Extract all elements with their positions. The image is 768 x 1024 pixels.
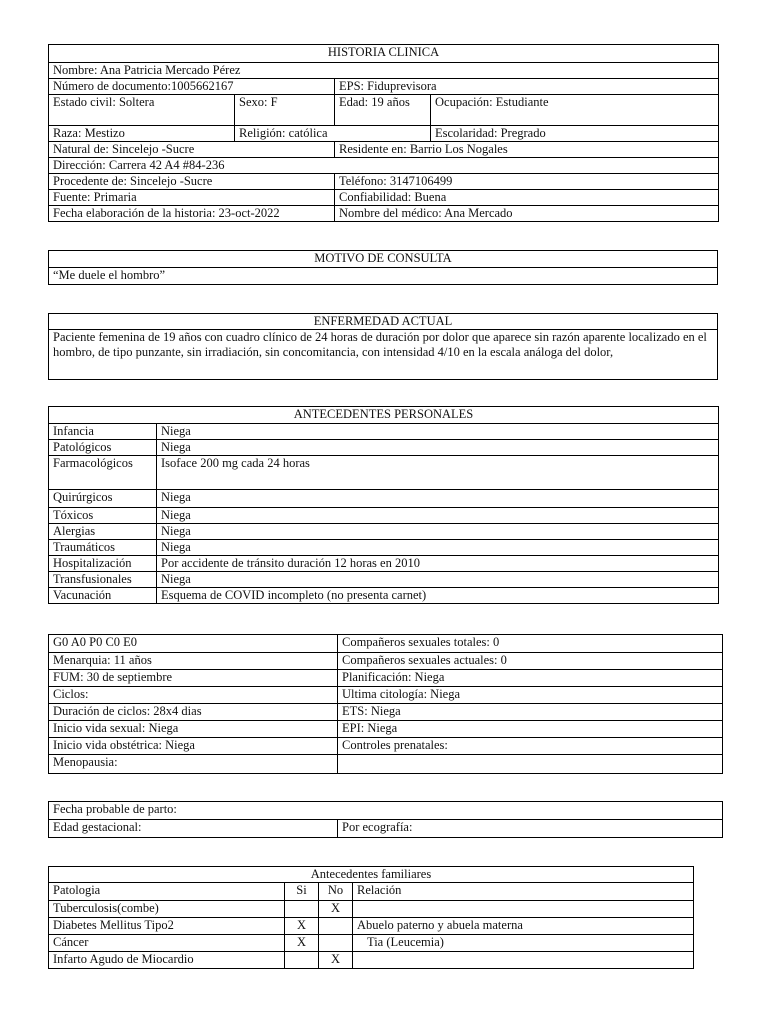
escolaridad-cell: Escolaridad: Pregrado — [431, 126, 719, 142]
ap-value: Niega — [157, 572, 719, 588]
confiabilidad-cell: Confiabilidad: Buena — [335, 190, 719, 206]
gineco-right: ETS: Niega — [338, 704, 723, 721]
gineco-left: Ciclos: — [49, 687, 338, 704]
procedente-cell: Procedente de: Sincelejo -Sucre — [49, 174, 335, 190]
ap-label: Alergias — [49, 524, 157, 540]
ap-label: Quirúrgicos — [49, 490, 157, 508]
edad-cell: Edad: 19 años — [335, 95, 431, 126]
familiar-patologia: Cáncer — [49, 935, 285, 952]
familiar-relacion: Tia (Leucemia) — [353, 935, 694, 952]
fuente-cell: Fuente: Primaria — [49, 190, 335, 206]
motivo-text: “Me duele el hombro” — [49, 268, 718, 285]
familiar-si: X — [285, 935, 319, 952]
ap-label: Tóxicos — [49, 508, 157, 524]
familiar-si — [285, 952, 319, 969]
gineco-left: Menarquia: 11 años — [49, 653, 338, 670]
familiar-relacion — [353, 952, 694, 969]
ap-value: Por accidente de tránsito duración 12 horas en 2010 — [157, 556, 719, 572]
gineco-right: Controles prenatales: — [338, 738, 723, 755]
telefono-cell: Teléfono: 3147106499 — [335, 174, 719, 190]
ap-value: Niega — [157, 490, 719, 508]
sexo-cell: Sexo: F — [235, 95, 335, 126]
enfermedad-title: ENFERMEDAD ACTUAL — [49, 314, 718, 330]
gineco-right: EPI: Niega — [338, 721, 723, 738]
familiar-no: X — [319, 901, 353, 918]
ap-label: Hospitalización — [49, 556, 157, 572]
antecedentes-title: ANTECEDENTES PERSONALES — [49, 407, 719, 424]
documento-cell: Número de documento:1005662167 — [49, 79, 335, 95]
header-patologia: Patologia — [49, 883, 285, 901]
por-ecografia: Por ecografía: — [338, 820, 723, 838]
ap-value: Niega — [157, 440, 719, 456]
ap-value: Niega — [157, 524, 719, 540]
enfermedad-text: Paciente femenina de 19 años con cuadro clínico de 24 horas de duración por dolor que aparece sin razón aparente localizado en el hombro, de tipo punzante, sin irradiación, sin concomitancia, con intensidad 4/10 en la escala análoga del dolor, — [49, 330, 718, 380]
ap-label: Transfusionales — [49, 572, 157, 588]
ap-value: Isoface 200 mg cada 24 horas — [157, 456, 719, 490]
familiar-relacion: Abuelo paterno y abuela materna — [353, 918, 694, 935]
gineco-right: Compañeros sexuales totales: 0 — [338, 635, 723, 653]
enfermedad-actual-table — [48, 313, 718, 380]
familiar-no — [319, 935, 353, 952]
raza-cell: Raza: Mestizo — [49, 126, 235, 142]
motivo-consulta-table — [48, 250, 718, 285]
ap-value: Niega — [157, 424, 719, 440]
ap-label: Traumáticos — [49, 540, 157, 556]
datos-generales-table — [48, 44, 719, 222]
ap-label: Infancia — [49, 424, 157, 440]
religion-cell: Religión: católica — [235, 126, 431, 142]
edad-gestacional: Edad gestacional: — [49, 820, 338, 838]
parto-table — [48, 801, 723, 838]
motivo-title: MOTIVO DE CONSULTA — [49, 251, 718, 268]
familiar-si: X — [285, 918, 319, 935]
gineco-left: G0 A0 P0 C0 E0 — [49, 635, 338, 653]
ap-value: Esquema de COVID incompleto (no presenta carnet) — [157, 588, 719, 604]
eps-cell: EPS: Fiduprevisora — [335, 79, 719, 95]
familiar-relacion — [353, 901, 694, 918]
gineco-right: Planificación: Niega — [338, 670, 723, 687]
historia-clinica-title: HISTORIA CLINICA — [49, 45, 719, 63]
nombre-cell: Nombre: Ana Patricia Mercado Pérez — [49, 63, 719, 79]
ap-value: Niega — [157, 508, 719, 524]
ap-label: Farmacológicos — [49, 456, 157, 490]
antecedentes-personales-table — [48, 406, 719, 604]
direccion-cell: Dirección: Carrera 42 A4 #84-236 — [49, 158, 719, 174]
familiar-no: X — [319, 952, 353, 969]
gineco-left: Inicio vida sexual: Niega — [49, 721, 338, 738]
gineco-right: Compañeros sexuales actuales: 0 — [338, 653, 723, 670]
familiar-patologia: Infarto Agudo de Miocardio — [49, 952, 285, 969]
gineco-table — [48, 634, 723, 774]
gineco-left: Inicio vida obstétrica: Niega — [49, 738, 338, 755]
gineco-right: Ultima citología: Niega — [338, 687, 723, 704]
header-relacion: Relación — [353, 883, 694, 901]
ap-value: Niega — [157, 540, 719, 556]
gineco-left: Duración de ciclos: 28x4 dias — [49, 704, 338, 721]
header-no: No — [319, 883, 353, 901]
familiares-title: Antecedentes familiares — [49, 867, 694, 883]
gineco-right — [338, 755, 723, 774]
antecedentes-familiares-table — [48, 866, 694, 969]
estado-civil-cell: Estado civil: Soltera — [49, 95, 235, 126]
ap-label: Patológicos — [49, 440, 157, 456]
residente-cell: Residente en: Barrio Los Nogales — [335, 142, 719, 158]
familiar-si — [285, 901, 319, 918]
familiar-no — [319, 918, 353, 935]
fecha-cell: Fecha elaboración de la historia: 23-oct-2022 — [49, 206, 335, 222]
familiar-patologia: Diabetes Mellitus Tipo2 — [49, 918, 285, 935]
fecha-probable-parto: Fecha probable de parto: — [49, 802, 723, 820]
gineco-left: FUM: 30 de septiembre — [49, 670, 338, 687]
medico-cell: Nombre del médico: Ana Mercado — [335, 206, 719, 222]
familiar-patologia: Tuberculosis(combe) — [49, 901, 285, 918]
ap-label: Vacunación — [49, 588, 157, 604]
header-si: Si — [285, 883, 319, 901]
ocupacion-cell: Ocupación: Estudiante — [431, 95, 719, 126]
natural-cell: Natural de: Sincelejo -Sucre — [49, 142, 335, 158]
gineco-left: Menopausia: — [49, 755, 338, 774]
